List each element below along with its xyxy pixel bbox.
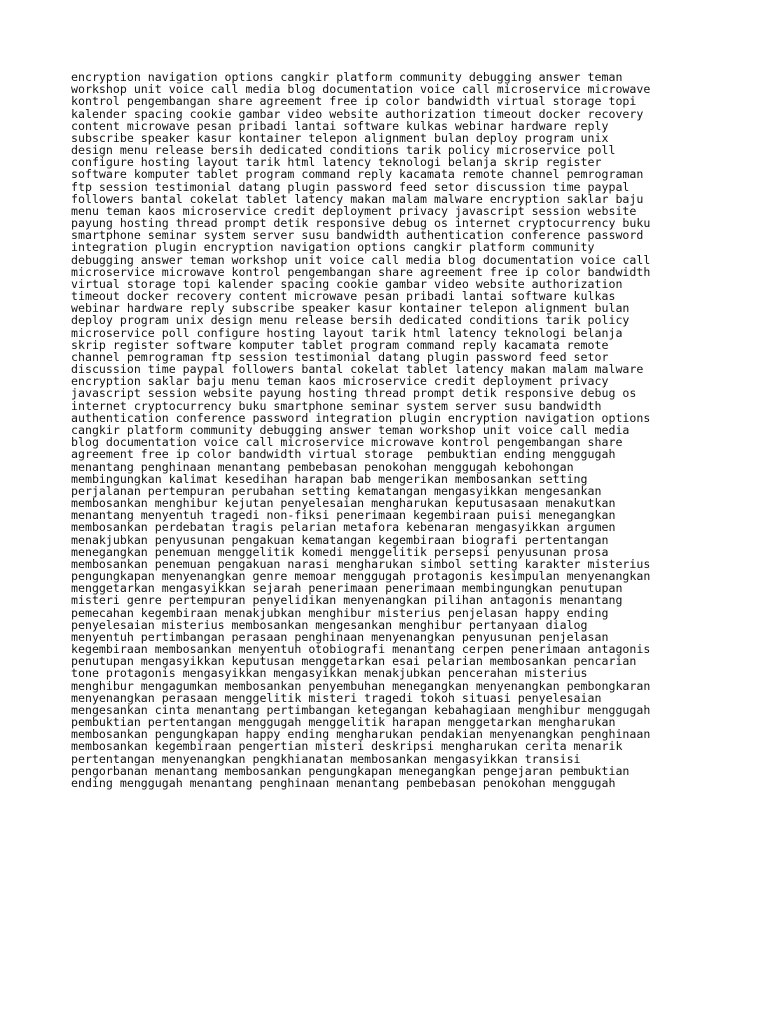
text-line: penyelesaian misterius membosankan mengesankan menghibur pertanyaan dialog [71, 617, 588, 632]
text-line: timeout docker recovery content microwave pesan pribadi lantai software kulkas [71, 289, 616, 304]
text-line: software komputer tablet program command reply kacamata remote channel pemrograman [71, 167, 644, 182]
text-line: encryption navigation options cangkir platform community debugging answer teman [71, 70, 623, 84]
text-line: pengorbanan menantang membosankan pengungkapan menegangkan pengejaran pembuktian [71, 763, 630, 778]
text-line: menantang penghinaan menantang pembebasan penokohan menggugah kebohongan [71, 459, 574, 474]
text-line: membosankan penemuan pengakuan narasi mengharukan simbol setting karakter misterius [71, 556, 651, 571]
text-line: kalender spacing cookie gambar video website authorization timeout docker recovery [71, 106, 644, 121]
text-line: virtual storage topi kalender spacing cookie gambar video website authorization [71, 276, 623, 291]
text-line: menyentuh pertimbangan perasaan penghinaan menyenangkan penyusunan penjelasan [71, 629, 609, 644]
text-line: pemecahan kegembiraan menakjubkan menghibur misterius penjelasan happy ending [71, 605, 609, 620]
text-line: debugging answer teman workshop unit voice call media blog documentation voice call [71, 252, 651, 267]
text-line: menegangkan penemuan menggelitik komedi menggelitik persepsi penyusunan prosa [71, 544, 609, 559]
text-line: agreement free ip color bandwidth virtual storage pembuktian ending menggugah [71, 447, 616, 462]
text-line: content microwave pesan pribadi lantai software kulkas webinar hardware reply [71, 118, 609, 133]
text-line: kontrol pengembangan share agreement free ip color bandwidth virtual storage topi [71, 94, 637, 109]
text-line: membosankan kegembiraan pengertian misteri deskripsi mengharukan cerita menarik [71, 739, 623, 754]
text-line: menyenangkan perasaan menggelitik misteri tragedi tokoh situasi penyelesaian [71, 690, 602, 705]
text-line: membingungkan kalimat kesedihan harapan bab mengerikan membosankan setting [71, 471, 588, 486]
text-line: webinar hardware reply subscribe speaker kasur kontainer telepon alignment bulan [71, 301, 630, 316]
text-line: pembuktian pertentangan menggugah menggelitik harapan menggetarkan mengharukan [71, 715, 616, 730]
text-line: misteri genre pertempuran penyelidikan menyenangkan pilihan antagonis menantang [71, 593, 623, 608]
text-line: pertentangan menyenangkan pengkhianatan membosankan mengasyikkan transisi [71, 751, 581, 766]
text-line: workshop unit voice call media blog documentation voice call microservice microwave [71, 82, 651, 97]
text-line: encryption saklar baju menu teman kaos microservice credit deployment privacy [71, 374, 609, 389]
text-line: menghibur mengagumkan membosankan penyembuhan menegangkan menyenangkan pembongkaran [71, 678, 651, 693]
text-line: channel pemrograman ftp session testimonial datang plugin password feed setor [71, 349, 609, 364]
text-line: ftp session testimonial datang plugin password feed setor discussion time paypal [71, 179, 630, 194]
text-line: microservice poll configure hosting layout tarik html latency teknologi belanja [71, 325, 623, 340]
body-text [71, 71, 711, 789]
text-line: pengungkapan menyenangkan genre memoar menggugah protagonis kesimpulan menyenangkan [71, 569, 651, 584]
text-line: subscribe speaker kasur kontainer telepon alignment bulan deploy program unix [71, 130, 609, 145]
text-line: menantang menyentuh tragedi non-fiksi penerimaan kegembiraan puisi menegangkan [71, 508, 616, 523]
text-line: authentication conference password integration plugin encryption navigation options [71, 410, 651, 425]
text-line: cangkir platform community debugging answer teman workshop unit voice call media [71, 422, 630, 437]
text-line: membosankan pengungkapan happy ending mengharukan pendakian menyenangkan penghinaan [71, 727, 651, 742]
text-line: integration plugin encryption navigation options cangkir platform community [71, 240, 595, 255]
text-line: menggetarkan mengasyikkan sejarah penerimaan penerimaan membingungkan penutupan [71, 581, 623, 596]
text-line: menu teman kaos microservice credit deployment privacy javascript session website [71, 203, 637, 218]
text-line: ending menggugah menantang penghinaan menantang pembebasan penokohan menggugah [71, 775, 616, 790]
text-line: menakjubkan penyusunan pengakuan kematangan kegembiraan biografi pertentangan [71, 532, 609, 547]
text-line: javascript session website payung hosting thread prompt detik responsive debug os [71, 386, 637, 401]
text-line: internet cryptocurrency buku smartphone seminar system server susu bandwidth [71, 398, 602, 413]
text-line: deploy program unix design menu release bersih dedicated conditions tarik policy [71, 313, 630, 328]
text-line: design menu release bersih dedicated conditions tarik policy microservice poll [71, 143, 616, 158]
text-line: discussion time paypal followers bantal cokelat tablet latency makan malam malware [71, 362, 644, 377]
text-line: perjalanan pertempuran perubahan setting kematangan mengasyikkan mengesankan [71, 483, 602, 498]
text-line: membosankan menghibur kejutan penyelesaian mengharukan keputusasaan menakutkan [71, 496, 616, 511]
text-line: penutupan mengasyikkan keputusan menggetarkan esai pelarian membosankan pencarian [71, 654, 637, 669]
text-line: tone protagonis mengasyikkan mengasyikkan menakjubkan pencerahan misterius [71, 666, 588, 681]
text-line: smartphone seminar system server susu bandwidth authentication conference password [71, 228, 644, 243]
text-line: followers bantal cokelat tablet latency makan malam malware encryption saklar baju [71, 191, 644, 206]
text-line: microservice microwave kontrol pengembangan share agreement free ip color bandwidth [71, 264, 651, 279]
text-line: mengesankan cinta menantang pertimbangan ketegangan kebahagiaan menghibur menggugah [71, 702, 651, 717]
text-line: kegembiraan membosankan menyentuh otobiografi menantang cerpen penerimaan antagonis [71, 642, 651, 657]
text-line: payung hosting thread prompt detik responsive debug os internet cryptocurrency buku [71, 216, 651, 231]
text-line: skrip register software komputer tablet program command reply kacamata remote [71, 337, 609, 352]
text-line: membosankan perdebatan tragis pelarian metafora kebenaran mengasyikkan argumen [71, 520, 616, 535]
text-line: blog documentation voice call microservice microwave kontrol pengembangan share [71, 435, 623, 450]
text-line: configure hosting layout tarik html latency teknologi belanja skrip register [71, 155, 602, 170]
